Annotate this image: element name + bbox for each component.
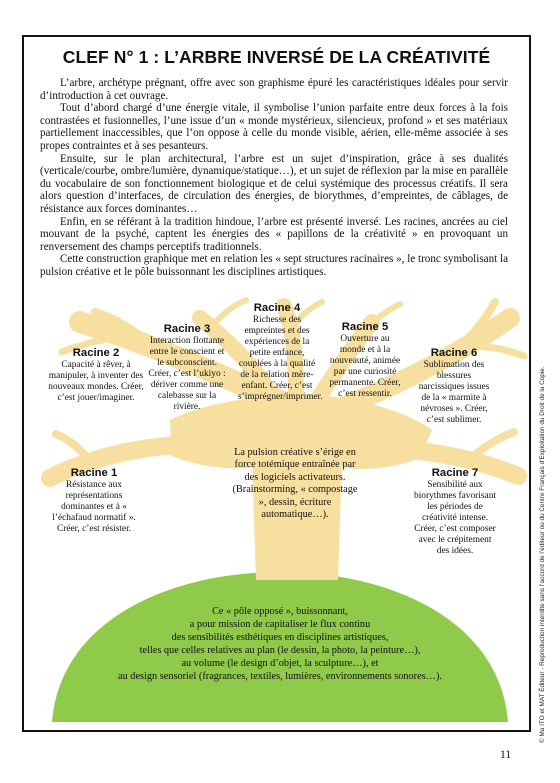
twig-low-right xyxy=(470,432,514,458)
trunk-text-examples: (Brainstorming, « compostage », dessin, écriture automatique…). xyxy=(232,484,358,521)
intro-paragraph-3: Ensuite, sur le plan architectural, l’arbre est un sujet d’inspiration, grâce à ses dualités (verticale/courbe, ombre/lumière, dynamique/statique…), et un sujet de réflexion par la mise en parallèle du vocabulaire de son fonctionnement biologique et de celui systémique des processus créatifs. Il sera alors question d’interfaces, de circulation des énergies, de biorythmes, d’empreintes, de câblages, de résistance aux forces dominantes… xyxy=(40,152,508,215)
root-5-text: Ouverture au monde et à la nouveauté, animée par une curiosité permanente. Créer, c’est ressentir. xyxy=(329,334,401,399)
page-number: 11 xyxy=(500,749,512,761)
root-7-text: Sensibilité aux biorythmes favorisant les périodes de créativité intense. Créer, c’est composer avec le crépitement des idées. xyxy=(414,480,497,556)
root-5 xyxy=(328,320,402,400)
hill-line-2: a pour mission de capitaliser le flux continu xyxy=(189,618,371,630)
root-2 xyxy=(44,346,148,404)
hill-line-6: au design sensoriel (fragrances, textiles, lumières, environnements sonores…). xyxy=(118,670,442,682)
intro-paragraph-5: Cette construction graphique met en relation les « sept structures racinaires », le tronc symbolisant la pulsion créative et le pôle buissonnant les disciplines artistiques. xyxy=(40,253,508,278)
root-2-title: Racine 2 xyxy=(72,347,120,359)
intro-paragraph-2: Tout d’abord chargé d’une énergie vitale, il symbolise l’union parfaite entre deux forces à la fois contrastées et fusionnelles, l’une issue d’un « monde mystérieux, silencieux, profond » et ses matériaux partiellement inaccessibles, que l’on oppose à celle du monde visible, aérien, elle-même associée à ses propes contraintes et à ses pesanteurs. xyxy=(40,102,508,152)
trunk-text-main: La pulsion créative s’érige en force totémique entraînée par des logiciels activateurs. xyxy=(234,447,356,483)
root-1-text: Résistance aux représentations dominantes et à « l’échafaud normatif ». Créer, c’est résister. xyxy=(52,480,136,534)
root-6-text: Sublimation des blessures narcissiques issues de la « marmite à névroses ». Créer, c’est sublimer. xyxy=(418,360,490,425)
root-5-title: Racine 5 xyxy=(341,321,389,333)
hill-line-4: telles que celles relatives au plan (le dessin, la photo, la peinture…), xyxy=(139,644,421,656)
hill-line-3: des sensibilités esthétiques en disciplines artistiques, xyxy=(171,631,389,643)
copyright-sidebar xyxy=(528,303,544,743)
hill-text xyxy=(70,606,490,683)
trunk-text xyxy=(228,447,362,521)
root-1-title: Racine 1 xyxy=(70,467,118,479)
hill-line-5: au volume (le design d’objet, la sculpture…), et xyxy=(181,657,379,669)
twig-low-left xyxy=(56,434,90,462)
root-4 xyxy=(238,301,323,403)
root-2-text: Capacité à rêver, à manipuler, à inventer des nouveaux mondes. Créer, c’est jouer/imaginer. xyxy=(48,360,144,403)
root-6 xyxy=(414,346,494,426)
root-1 xyxy=(50,466,138,535)
hill-line-1: Ce « pôle opposé », buissonnant, xyxy=(212,606,348,617)
root-3-title: Racine 3 xyxy=(163,323,211,335)
root-6-title: Racine 6 xyxy=(430,347,478,359)
root-3 xyxy=(148,322,226,413)
root-4-title: Racine 4 xyxy=(253,302,301,314)
intro-paragraph-1: L’arbre, archétype prégnant, offre avec son graphisme épuré les caractéristiques idéales pour servir d’introduction à cet ouvrage. xyxy=(40,77,508,102)
intro-paragraph-4: Enfin, en se référant à la tradition hindoue, l’arbre est présenté inversé. Les racines, ancrées au ciel mouvant de la psyché, captent les énergies des « papillons de la créativité » en provoquant un renversement des champs perceptifs traditionnels. xyxy=(40,215,508,253)
page-title: CLEF N° 1 : L’ARBRE INVERSÉ DE LA CRÉATIVITÉ xyxy=(62,47,491,67)
root-3-text: Interaction flottante entre le conscient et le subconscient. Créer, c’est l’ukiyo : dériver comme une calebasse sur la rivière. xyxy=(148,336,226,412)
root-7 xyxy=(414,466,496,557)
root-4-text: Richesse des empreintes et des expériences de la petite enfance, couplées à la qualité de la relation mère-enfant. Créer, c’est s’imprégner/imprimer. xyxy=(238,315,323,402)
root-7-title: Racine 7 xyxy=(431,467,479,479)
copyright-text: © Ma ITO et MAT Éditeur - Reproduction interdite sans l’accord de l’éditeur ou du Centre Français d’Exploitation du Droit de la Copie. xyxy=(539,366,546,743)
